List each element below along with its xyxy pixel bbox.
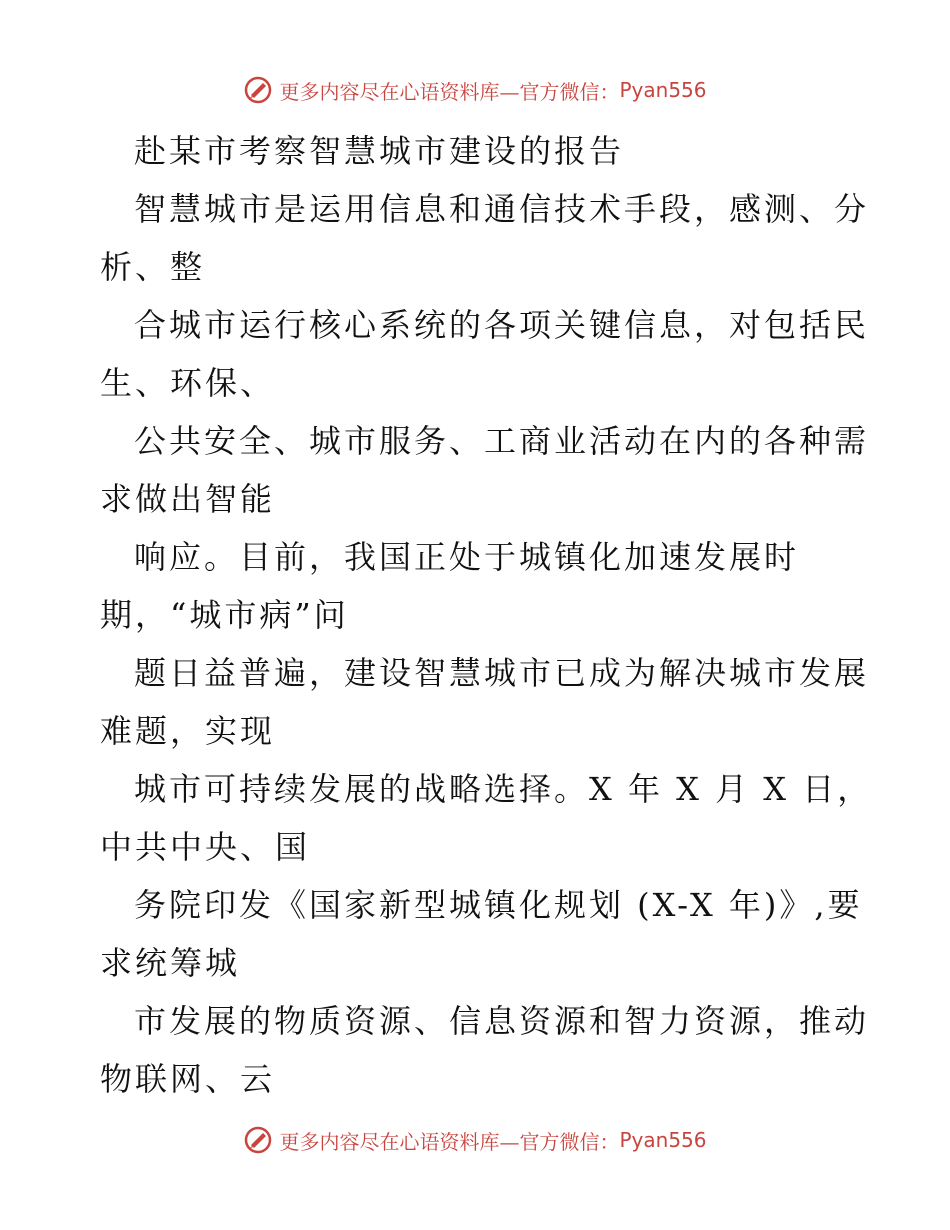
- text-line: 智慧城市是运用信息和通信技术手段，感测、分: [134, 190, 870, 228]
- text-line: 合城市运行核心系统的各项关键信息，对包括民: [134, 306, 870, 344]
- footer-banner: [0, 1120, 950, 1160]
- text-line: 物联网、云: [100, 1060, 276, 1098]
- brand-logo-icon: [243, 1125, 273, 1155]
- text-line: 市发展的物质资源、信息资源和智力资源，推动: [134, 1002, 870, 1040]
- brand-logo-icon: [243, 75, 273, 105]
- text-line: 题日益普遍，建设智慧城市已成为解决城市发展: [134, 654, 870, 692]
- document-title: 赴某市考察智慧城市建设的报告: [134, 132, 625, 170]
- text-line: 期，“城市病”问: [100, 596, 349, 634]
- header-banner: [0, 70, 950, 110]
- document-body: [100, 122, 873, 1108]
- text-line: 求统筹城: [100, 944, 241, 982]
- banner-text: 更多内容尽在心语资料库—官方微信：: [279, 1129, 620, 1154]
- text-line: 生、环保、: [100, 364, 276, 402]
- text-line: 响应。目前，我国正处于城镇化加速发展时: [134, 538, 800, 576]
- text-line: 城市可持续发展的战略选择。X 年 X 月 X 日，: [134, 770, 873, 808]
- text-line: 公共安全、城市服务、工商业活动在内的各种需: [134, 422, 870, 460]
- banner-text: 更多内容尽在心语资料库—官方微信：: [279, 79, 620, 104]
- text-line: 析、整: [100, 248, 206, 286]
- banner-wechat-id: Pyan556: [619, 1128, 707, 1152]
- banner-wechat-id: Pyan556: [619, 78, 707, 102]
- text-line: 求做出智能: [100, 480, 276, 518]
- text-line: 中共中央、国: [100, 828, 311, 866]
- text-line: 务院印发《国家新型城镇化规划 (X-X 年)》,要: [134, 886, 863, 924]
- text-line: 难题，实现: [100, 712, 276, 750]
